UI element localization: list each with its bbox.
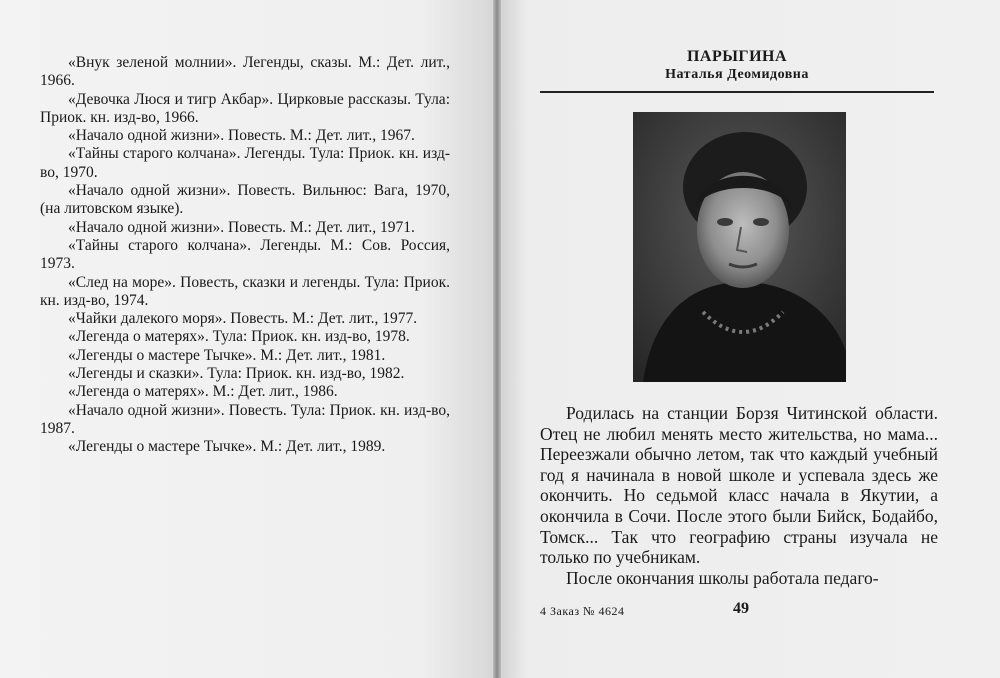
- bibliography-entry: «Внук зеленой молнии». Легенды, сказы. М.: Дет. лит., 1966.: [40, 54, 450, 90]
- bibliography-entry: «Чайки далекого моря». Повесть. М.: Дет. лит., 1977.: [68, 310, 418, 328]
- bio-paragraph: Родилась на станции Борзя Читинской области. Отец не любил менять место жительства, но мама... Переезжали обычно летом, так что каждый учебный год я начинала в новой школе и успевала здесь же окончить. Но седьмой класс начала в Якутии, а окончила в Сочи. После этого были Бийск, Бодайбо, Томск... Так что географию страны изучала не только по учебникам.: [540, 403, 938, 568]
- page-number: 49: [733, 600, 749, 617]
- author-surname: ПАРЫГИНА: [686, 48, 788, 65]
- bibliography-entry: «Легенда о матерях». М.: Дет. лит., 1986.: [68, 383, 338, 401]
- bibliography-entry: «Начало одной жизни». Повесть. М.: Дет. лит., 1971.: [68, 218, 415, 236]
- bio-paragraph: После окончания школы работала педаго-: [566, 567, 879, 588]
- author-header: [540, 48, 934, 83]
- bibliography-entry: «Легенды и сказки». Тула: Приок. кн. изд-во, 1982.: [68, 365, 405, 383]
- bibliography-entry: «След на море». Повесть, сказки и легенды. Тула: Приок. кн. изд-во, 1974.: [40, 273, 450, 309]
- author-portrait: [633, 112, 846, 382]
- bibliography-entry: «Тайны старого колчана». Легенды. Тула: Приок. кн. изд-во, 1970.: [40, 145, 450, 181]
- bibliography-entry: «Тайны старого колчана». Легенды. М.: Сов. Россия, 1973.: [40, 236, 450, 273]
- book-gutter: [493, 0, 501, 678]
- bibliography-entry: «Начало одной жизни». Повесть. М.: Дет. лит., 1967.: [68, 127, 415, 145]
- printer-signature: 4 Заказ № 4624: [540, 604, 625, 618]
- bibliography-entry: «Легенды о мастере Тычке». М.: Дет. лит., 1981.: [68, 346, 386, 364]
- bibliography-entry: «Начало одной жизни». Повесть. Вильнюс: Вага, 1970, (на литовском языке).: [40, 182, 450, 218]
- bibliography-entry: «Начало одной жизни». Повесть. Тула: Приок. кн. изд-во, 1987.: [40, 401, 450, 437]
- bibliography-entry: «Девочка Люся и тигр Акбар». Цирковые рассказы. Тула: Приок. кн. изд-во, 1966.: [40, 90, 450, 126]
- bibliography-entry: «Легенда о матерях». Тула: Приок. кн. изд-во, 1978.: [68, 328, 410, 346]
- author-given-names: Наталья Деомидовна: [665, 67, 809, 82]
- header-rule: [540, 91, 934, 93]
- biography-text: [540, 403, 938, 588]
- bibliography-list: [40, 54, 450, 457]
- bibliography-entry: «Легенды о мастере Тычке». М.: Дет. лит., 1989.: [68, 438, 386, 456]
- left-page: [0, 0, 497, 678]
